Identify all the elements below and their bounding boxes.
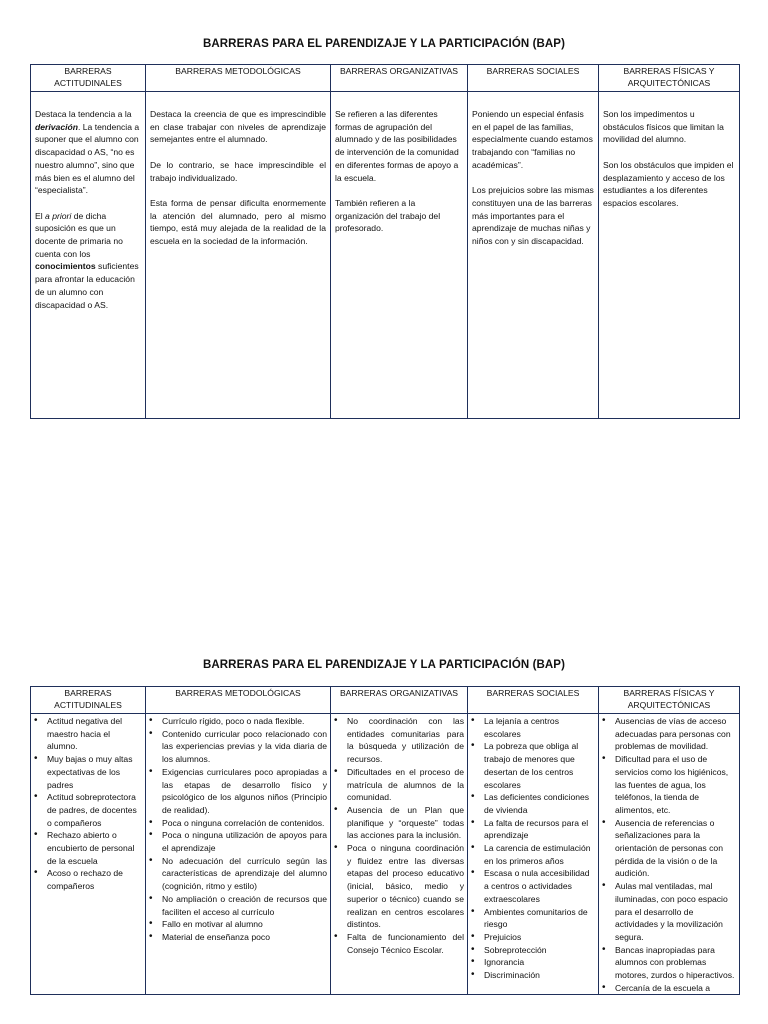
emphasis: a priori [45,210,72,221]
cell-metodologicas [146,92,331,419]
list-item: • Aulas mal ventiladas, mal iluminadas, con poco espacio para el desarrollo de actividades y la movilización segura. [615,880,736,944]
cell-organizativas [331,714,468,995]
list-item: • Prejuicios [484,931,595,944]
list-item: • No coordinación con las entidades comunitarias para la búsqueda y utilización de recursos. [347,715,464,766]
table-header-row [31,65,740,92]
list-item: • Poca o ninguna coordinación y fluidez entre las diversas etapas del proceso educativo (inicial, básico, medio y superior o técnico) cuando se realizan en centros escolares distintos. [347,842,464,931]
paragraph: También refieren a la organización del trabajo del profesorado. [335,197,441,234]
list-item: • La pobreza que obliga al trabajo de menores que desertan de los centros escolares [484,740,595,791]
list-item: • Ausencias de vías de acceso adecuadas para personas con problemas de movilidad. [615,715,736,753]
text: . La tendencia a suponer que el alumno con discapacidad o AS, “no es nuestro alumno”, sino que más bien es el alumno del “especialista”. [35,121,140,196]
paragraph [35,108,141,197]
bullet-list [162,715,327,944]
page-title: BARRERAS PARA EL PARENDIZAJE Y LA PARTICIPACIÓN (BAP) [202,659,566,671]
paragraph: Destaca la creencia de que es imprescindible en clase trabajar con niveles de aprendizaje semejantes entre el alumnado. [150,109,326,145]
page-title: BARRERAS PARA EL PARENDIZAJE Y LA PARTICIPACIÓN (BAP) [202,38,566,50]
paragraph: Se refieren a las diferentes formas de agrupación del alumnado y de las posibilidades de intervención de la comunidad en diferentes formas de apoyo a la escuela. [335,109,459,183]
header-sociales: BARRERAS SOCIALES [468,65,599,92]
list-item: • Bancas inapropiadas para alumnos con problemas motores, zurdos o hiperactivos. [615,944,736,982]
table-row [31,92,740,419]
list-item: • Ignorancia [484,956,595,969]
cell-actitudinales [31,92,146,419]
header-actitudinales: BARRERAS ACTITUDINALES [31,65,146,92]
list-item: • La carencia de estimulación en los primeros años [484,842,595,867]
list-item: • Dificultades en el proceso de matrícula de alumnos de la comunidad. [347,766,464,804]
bap-table-examples [30,686,740,995]
header-metodologicas: BARRERAS METODOLÓGICAS [146,687,331,714]
paragraph: De lo contrario, se hace imprescindible el trabajo individualizado. [150,159,326,183]
list-item: • Las deficientes condiciones de vivienda [484,791,595,816]
bullet-list [347,715,464,956]
header-fisicas: BARRERAS FÍSICAS Y ARQUITECTÓNICAS [599,687,740,714]
header-organizativas: BARRERAS ORGANIZATIVAS [331,65,468,92]
list-item: • Escasa o nula accesibilidad a centros o actividades extraescolares [484,867,595,905]
paragraph: Los prejuicios sobre las mismas constituyen una de las barreras más importantes para el aprendizaje de muchas niñas y niños con y sin discapacidad. [472,185,594,247]
list-item: • Actitud sobreprotectora de padres, de docentes o compañeros [47,791,142,829]
list-item: • Actitud negativa del maestro hacia el alumno. [47,715,142,753]
list-item: • Sobreprotección [484,944,595,957]
cell-sociales [468,92,599,419]
list-item: • La falta de recursos para el aprendizaje [484,817,595,842]
emphasis: derivación [35,121,78,132]
list-item: • Ausencia de referencias o señalizaciones para la orientación de personas con pérdida de la visión o de la audición. [615,817,736,881]
bullet-list [47,715,142,893]
cell-fisicas [599,714,740,995]
header-organizativas: BARRERAS ORGANIZATIVAS [331,687,468,714]
list-item: • Dificultad para el uso de servicios como los higiénicos, las fuentes de agua, los teléfonos, la tienda de alimentos, etc. [615,753,736,817]
cell-fisicas [599,92,740,419]
list-item: • Ambientes comunitarios de riesgo [484,906,595,931]
header-actitudinales: BARRERAS ACTITUDINALES [31,687,146,714]
header-metodologicas: BARRERAS METODOLÓGICAS [146,65,331,92]
table-row [31,714,740,995]
list-item: • Material de enseñanza poco [162,931,327,944]
bullet-list [615,715,736,994]
text: suficientes para afrontar la educación de un alumno con discapacidad o AS. [35,261,139,310]
list-item: • Falta de funcionamiento del Consejo Técnico Escolar. [347,931,464,956]
text: Destaca la tendencia a la [35,109,132,119]
list-item: • Fallo en motivar al alumno [162,918,327,931]
paragraph: Son los obstáculos que impiden el desplazamiento y acceso de los estudiantes a los diferentes espacios escolares. [603,159,734,208]
paragraph: Poniendo un especial énfasis en el papel de las familias, especialmente cuando estamos trabajando con “familias no académicas”. [472,109,593,170]
list-item: • Exigencias curriculares poco apropiadas a las etapas de desarrollo físico y psicológico de los algunos niños (Principio de realidad). [162,766,327,817]
header-fisicas: BARRERAS FÍSICAS Y ARQUITECTÓNICAS [599,65,740,92]
bap-table-descriptions [30,64,740,419]
list-item: • No adecuación del currículo según las características de aprendizaje del alumno (cognición, ritmo y estilo) [162,855,327,893]
list-item: • Poca o ninguna utilización de apoyos para el aprendizaje [162,829,327,854]
paragraph: Esta forma de pensar dificulta enormemente la atención del alumnado, pero al mismo tiempo, está muy alejada de la realidad de la escuela en la sociedad de la información. [150,197,326,246]
list-item: • Poca o ninguna correlación de contenidos. [162,817,327,830]
cell-sociales [468,714,599,995]
cell-metodologicas [146,714,331,995]
list-item: • Muy bajas o muy altas expectativas de los padres [47,753,142,791]
list-item: • Cercanía de la escuela a [615,982,736,995]
list-item: • Rechazo abierto o encubierto de personal de la escuela [47,829,142,867]
bullet-list [484,715,595,982]
text: de dicha suposición es que un docente de primaria no cuenta con los [35,210,123,259]
list-item: • Discriminación [484,969,595,982]
paragraph: Son los impedimentos u obstáculos físicos que limitan la movilidad del alumno. [603,109,724,145]
list-item: • Currículo rígido, poco o nada flexible. [162,715,327,728]
list-item: • Contenido curricular poco relacionado con las experiencias previas y la vida diaria de los alumnos. [162,728,327,766]
strong: conocimientos [35,261,96,272]
cell-organizativas [331,92,468,419]
list-item: • Ausencia de un Plan que planifique y “orqueste” todas las acciones para la inclusión. [347,804,464,842]
header-sociales: BARRERAS SOCIALES [468,687,599,714]
list-item: • La lejanía a centros escolares [484,715,595,740]
paragraph [35,210,141,312]
text: El [35,210,46,221]
cell-actitudinales [31,714,146,995]
list-item: • No ampliación o creación de recursos que faciliten el acceso al currículo [162,893,327,918]
list-item: • Acoso o rechazo de compañeros [47,867,142,892]
table-header-row [31,687,740,714]
